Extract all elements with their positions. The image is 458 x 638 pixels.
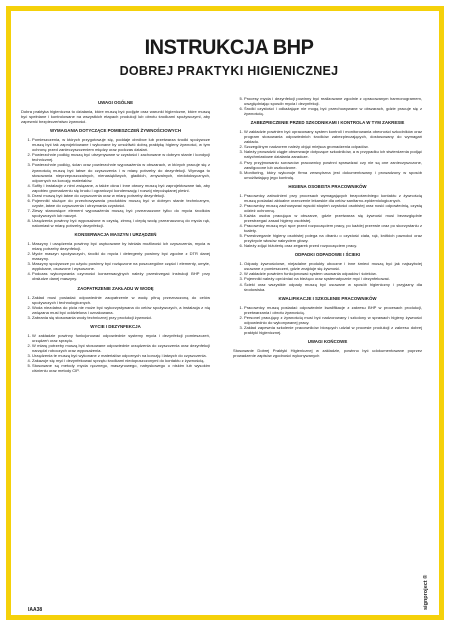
list-item: 6. Środki czystości i odkażające nie mogą być przechowywane w obszarach, gdzie pracuje się z żywnością.	[244, 106, 422, 116]
brand-logo: signproject ®	[423, 574, 429, 610]
list-item: 2. Personel pracujący z żywnością musi być nadzorowany i szkolony w sprawach higieny żywności odpowiednio do wykonywanej pracy.	[244, 315, 422, 325]
section-heading: KONSERWACJA MASZYN I URZĄDZEŃ	[74, 232, 157, 238]
section-text: Stosowanie Dobrej Praktyki Higienicznej w zakładzie, powinno być udokumentowane poprzez prowadzenie zapisów zgodności wykonywanych	[233, 347, 422, 359]
page-subtitle: DOBREJ PRAKTYKI HIGIENICZNEJ	[119, 64, 339, 78]
section-text: Dobra praktyka higieniczna to działania, które muszą być podjęte oraz warunki higieniczne, które muszą być spełniane i kontrolowane na wszystkich etapach produkcji lub obrotu środkami spożywczymi, aby zapewnić bezpieczeństwo żywności.	[21, 109, 210, 125]
list-item: 8. Urządzenia powinny być wyposażone w czystą, zimną i ciepłą wodę przeznaczoną do mycia rąk, natomiast w miarę potrzeby dezynfekcji.	[32, 218, 210, 228]
numbered-list	[21, 295, 210, 320]
list-item: 2. Powierzchnie podłóg muszą być utrzymywane w czystości i zachowane w dobrym stanie i kondycji technicznej.	[32, 152, 210, 162]
numbered-list	[21, 333, 210, 373]
list-item: 2. Mycie maszyn spożywczych, środki do mycia i detergenty powinny być zgodne z DTR danej maszyny.	[32, 251, 210, 261]
list-item: 6. Należy zdjąć biżuterię oraz zegarek przed rozpoczęciem pracy.	[244, 243, 422, 248]
list-item: 4. Zakazuje się myć i dezynfekować sprzętu środkami niedopuszczonymi do kontaktu z żywnością.	[32, 358, 210, 363]
left-column	[21, 96, 210, 376]
list-item: 3. Każda osoba pracująca w obszarze, gdzie przetwarza się żywność musi bezwzględnie przestrzegać zasad higieny osobistej.	[244, 213, 422, 223]
section-heading: KWALIFIKACJE I SZKOLENIE PRACOWNIKÓW	[278, 295, 377, 301]
list-item: 1. W zakładzie powinny funkcjonować odpowiednie systemy mycia i dezynfekcji pomieszczeń, urządzeń oraz sprzętu.	[32, 333, 210, 343]
list-item: 1. W zakładzie powinien być opracowany system kontroli i monitorowania obecności szkodników oraz program stosowania odpowiednich środków zabezpieczających, dostosowany do wymagań zakładu.	[244, 129, 422, 144]
numbered-list	[233, 261, 422, 291]
list-item: 1. Odpady żywnościowe, niejadalne produkty uboczne i inne śmieci muszą być jak najszybciej usuwane z pomieszczeń, gdzie znajduje się żywność.	[244, 261, 422, 271]
right-column	[233, 96, 422, 361]
list-item: 3. Maszyny spożywcze po użyciu powinny być rozłączone na poszczególne części i elementy, umyte, wypłukane, osuszone i wysuszone.	[32, 261, 210, 271]
list-item: 5. Stosowane są metody mycia ręcznego, maszynowego, natryskowego o niskim lub wysokim ciśnieniu oraz metody CIP.	[32, 363, 210, 373]
list-item: 6. Pojemniki służące do przechowywania produktów muszą być w dobrym stanie technicznym, czyste, łatwe do czyszczenia i utrzymania czystości.	[32, 198, 210, 208]
section-heading: ODPADKI ODPADOWE I ŚCIEKI	[294, 252, 361, 258]
section-heading: HIGIENA OSOBISTA PRACOWNIKÓW	[288, 183, 367, 189]
list-item: 3. Urządzenia te muszą być wykonane z materiałów odpornych na korozję i łatwych do czyszczenia.	[32, 353, 210, 358]
list-item: 4. Przy przyjmowaniu surowców pracownicy powinni sprawdzać czy nie są one zanieczyszczone, zawilgocone lub uszkodzone.	[244, 160, 422, 170]
list-item: 3. Powierzchnie podłóg, ścian oraz powierzchnie wyposażenia w obszarach, w których pracuje się z żywnością muszą być łatwe do czyszczenia i w miarę potrzeby do dezynfekcji. Wymaga to stosowania nieprzepuszczalnych, nienasiąkliwych, gładkich, zmywalnych, niedotoksycznych, odpornych na korozję materiałów.	[32, 162, 210, 182]
list-item: 4. Pracownicy muszą myć ręce przed rozpoczęciem pracy, po każdej przerwie oraz po skorzystaniu z toalety.	[244, 223, 422, 233]
list-item: 1. Pracownicy zatrudnieni przy procesach wymagających bezpośredniego kontaktu z żywnością muszą posiadać aktualne orzeczenie lekarskie dla celów sanitarno-epidemiologicznych.	[244, 193, 422, 203]
list-item: 5. Przestrzeganie higieny osobistej polega na dbaniu o czystość ciała, rąk, krótkich paznokci oraz przykrycie włosów nakryciem głowy.	[244, 233, 422, 243]
list-item: 5. Monitoring, który wykonuje firma zewnętrzna jest dokumentowany i prowadzony w sposób umożliwiający jego kontrolę.	[244, 170, 422, 180]
section-heading: WYCIE I DEZYNFEKCJA	[90, 323, 141, 329]
page-title: INSTRUKCJA BHP	[144, 36, 314, 59]
section-heading: WYMAGANIA DOTYCZĄCE POMIESZCZEŃ ŻYWNOŚCIOWYCH	[49, 128, 182, 134]
list-item: 3. Zakład zapewnia szkolenie pracowników biorących udział w procesie produkcji z zakresu dobrej praktyki higienicznej.	[244, 325, 422, 335]
numbered-list	[233, 129, 422, 179]
list-item: 5. Procesy mycia i dezynfekcji powinny być realizowane zgodnie z opracowanym harmonogramem, uwzględniając sposób mycia i dezynfekcji.	[244, 96, 422, 106]
numbered-list	[233, 305, 422, 335]
numbered-list	[21, 137, 210, 228]
section-heading: UWAGI OGÓLNE	[97, 100, 134, 105]
list-item: 3. Należy prowadzić ciągłe obserwacje dotyczące szkodników, a w przypadku ich stwierdzenia podjąć natychmiastowe działania zaradcze.	[244, 149, 422, 159]
list-item: 2. Szczególnym nadzorem należy objąć miejsca gromadzenia odpadów.	[244, 144, 422, 149]
list-item: 1. Maszyny i urządzenia powinny być usytuowane by istniała możliwość ich czyszczenia, mycia w miarę potrzeby dezynfekcji.	[32, 241, 210, 251]
list-item: 4. Podczas wykonywania czynności konserwacyjnych należy przestrzegać instrukcji BHP przy obsłudze danej maszyny.	[32, 271, 210, 281]
list-item: 2. Pracownicy muszą zachowywać wysoki stopień czystości osobistej oraz nosić odpowiednią, czystą odzież ochronną.	[244, 203, 422, 213]
section-heading: ZAOPATRZENIE ZAKŁADU W WODĘ	[77, 285, 154, 291]
list-item: 7. Zlewy stanowiące element wyposażenia muszą być przeznaczone tylko do mycia środków spożywczych lub naczyń.	[32, 208, 210, 218]
list-item: 3. Pojemniki należy opróżniać na bieżąco oraz systematycznie myć i dezynfekować.	[244, 276, 422, 281]
footer-code: IAA38	[28, 607, 43, 613]
list-item: 4. Ścieki oraz wszystkie odpady muszą być usuwane w sposób higieniczny i przyjazny dla środowiska.	[244, 282, 422, 292]
list-item: 1. Pomieszczenia, w których przygotowuje się, poddaje obróbce lub przetwarza środki spożywcze muszą być tak zaprojektowane i wykonane by umożliwić dobrą praktykę higieny żywności, w tym ochronę przed zanieczyszczeniem między oraz podczas działań.	[32, 137, 210, 152]
numbered-list	[233, 193, 422, 249]
section-heading: ZABEZPIECZENIE PRZED SZKODNIKAMI I KONTROLA W TYM ZAKRESIE	[250, 120, 405, 126]
numbered-list	[233, 96, 422, 116]
section-heading: UWAGI KOŃCOWE	[307, 338, 348, 344]
list-item: 1. Pracownicy muszą posiadać odpowiednie kwalifikacje z zakresu BHP w procesach produkcji, przetwarzania i obrotu żywnością.	[244, 305, 422, 315]
list-item: 5. Drzwi muszą być łatwe do czyszczenia oraz w miarę potrzeby dezynfekcji.	[32, 193, 210, 198]
list-item: 1. Zakład musi posiadać odpowiednie zaopatrzenie w wodę pitną przeznaczoną do celów spożywczych i technologicznych.	[32, 295, 210, 305]
list-item: 2. W miarę potrzeby muszą być stosowane odpowiednie urządzenia do czyszczenia oraz dezynfekcji narzędzi roboczych oraz wyposażenia.	[32, 343, 210, 353]
list-item: 2. Woda niezdatna do picia nie może być wykorzystywana do celów spożywczych, a instalacja z nią związana musi być oddzielona i oznakowana.	[32, 305, 210, 315]
list-item: 3. Zabrania się stosowania wody technicznej przy produkcji żywności.	[32, 315, 210, 320]
list-item: 4. Sufity i instalacje z nimi związane, a także okna i inne otwory muszą być zaprojektowane tak, aby zapobiec gromadzeniu się brudu i ograniczyć kondensację i rozwój niepożądanej pleśni.	[32, 183, 210, 193]
list-item: 2. W zakładzie powinien funkcjonować system usuwania odpadów i ścieków.	[244, 271, 422, 276]
numbered-list	[21, 241, 210, 281]
